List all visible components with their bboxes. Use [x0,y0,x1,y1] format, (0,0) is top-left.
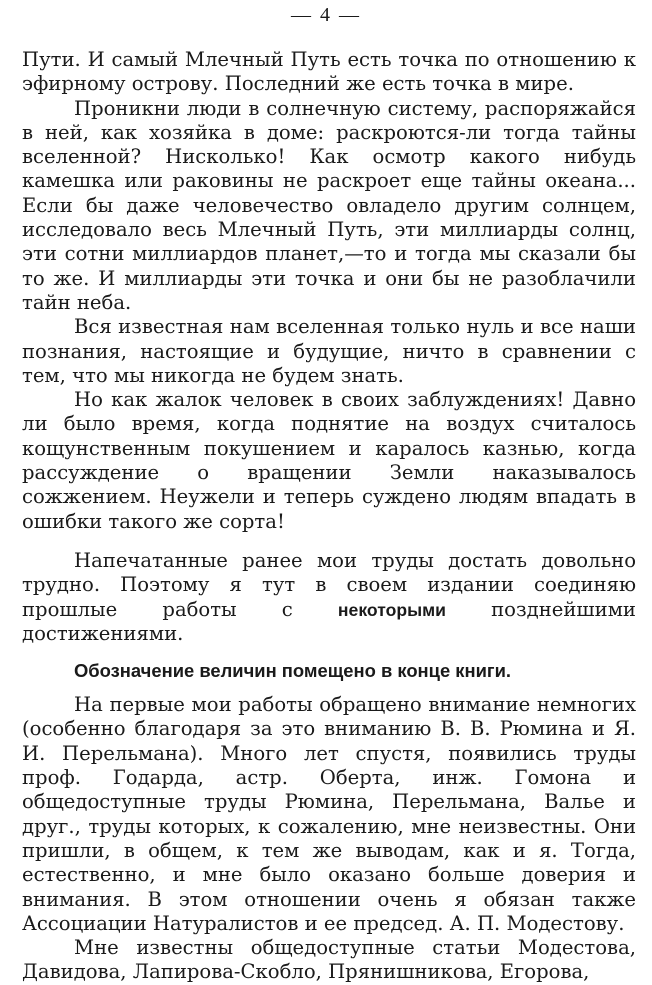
page-text [22,48,636,985]
paragraph-continuation: Пути. И самый Млечный Путь есть точка по отношению к эфирному острову. Последний же есть точка в мире. [22,48,636,96]
page-number: — 4 — [291,4,361,26]
notation-note-heading: Обозначение величин помещено в конце книги. [74,660,511,682]
paragraph-previous-works-start: Напечатанные ранее мои труды достать довольно трудно. Поэтому я тут в своем издании соединяю прошлые работы с [22,548,636,621]
paragraph-solar-system: Проникни люди в солнечную систему, распоряжайся в ней, как хозяйка в доме: раскроются-ли тогда тайны вселенной? Нисколько! Как осмотр какого нибудь камешка или раковины не раскроет еще тайны океана... Если бы даже человечество овладело другим солнцем, исследовало весь Млечный Путь, эти миллиарды солнц, эти сотни миллиардов планет,—то и тогда мы сказали бы то же. И миллиарды эти точка и они бы не разоблачили тайн неба. [22,96,636,314]
paragraph-known-articles: Мне известны общедоступные статьи Модестова, Давидова, Лапирова-Скобло, Прянишникова, Егорова, [22,936,636,984]
paragraph-previous-works [22,549,636,646]
paragraph-acknowledgements: На первые мои работы обращено внимание немногих (особенно благодаря за это вниманию В. В. Рюмина и Я. И. Перельмана). Много лет спустя, появились труды проф. Годарда, астр. Оберта, инж. Гомона и общедоступные труды Рюмина, Перельмана, Валье и друг., труды которых, к сожалению, мне неизвестны. Они пришли, в общем, к тем же выводам, как и я. Тогда, естественно, и мне было оказано больше доверия и внимания. В этом отношении очень я обязан также Ассоциации Натуралистов и ее председ. А. П. Модестову. [22,693,636,935]
paragraph-known-universe: Вся известная нам вселенная только нуль и все наши познания, настоящие и будущие, ничто в сравнении с тем, что мы никогда не будем знать. [22,315,636,387]
paragraph-delusions: Но как жалок человек в своих заблуждениях! Давно ли было время, когда поднятие на воздух считалось кощунственным покушением и каралось казнью, когда рассуждение о вращении Земли наказывалось сожжением. Неужели и теперь суждено людям впадать в ошибки такого же сорта! [22,388,636,533]
paragraph-previous-works-end: позднейшими достижениями. [22,597,636,645]
emphasized-word: некоторыми [337,599,446,620]
